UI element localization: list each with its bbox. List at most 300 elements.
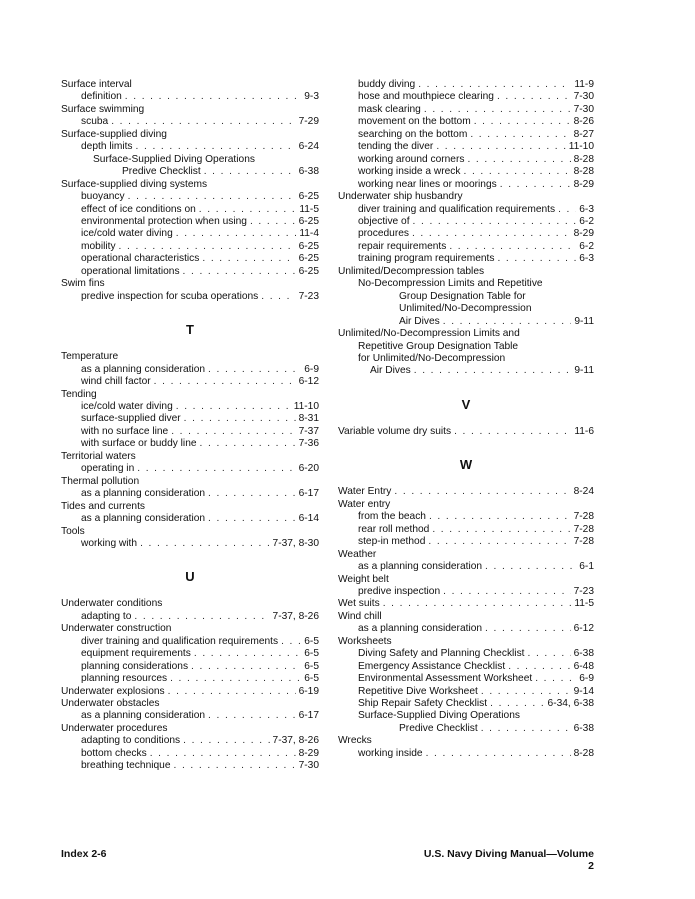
index-subentry (61, 488, 319, 500)
entry-term: Air Dives (399, 315, 440, 327)
dot-leader (170, 673, 301, 685)
index-entry (61, 723, 319, 735)
entry-term: Surface-supplied diving systems (61, 178, 208, 190)
dot-leader (429, 511, 571, 523)
entry-page-ref: 7-37, 8-26 (272, 735, 319, 747)
index-subentry (338, 511, 594, 523)
index-subentry (338, 661, 594, 673)
entry-page-ref: 7-37, 8-30 (272, 537, 319, 549)
entry-term: Surface-Supplied Diving Operations (358, 710, 520, 722)
dot-leader (171, 426, 295, 438)
entry-term: scuba (81, 116, 109, 128)
index-subentry (61, 376, 319, 388)
entry-page-ref: 7-30 (298, 760, 319, 772)
index-entry (61, 129, 319, 141)
entry-page-ref: 6-5 (304, 648, 319, 660)
index-entry (61, 451, 319, 463)
index-subentry (61, 636, 319, 648)
entry-page-ref: 8-24 (573, 486, 594, 498)
index-subentry (61, 204, 319, 216)
dot-leader (467, 154, 570, 166)
index-subentry (61, 413, 319, 425)
entry-term: Group Designation Table for (399, 290, 526, 302)
entry-page-ref: 11-9 (574, 79, 594, 90)
index-subentry (338, 303, 594, 315)
index-subentry (338, 723, 594, 735)
entry-term: working with (81, 537, 138, 549)
section-letter-heading: W (459, 457, 473, 473)
entry-term: Air Dives (370, 365, 411, 377)
index-entry (338, 266, 594, 278)
entry-term: Tending (61, 388, 97, 400)
entry-term: Swim fins (61, 278, 105, 290)
index-subentry (61, 116, 319, 128)
entry-page-ref: 7-37 (298, 425, 319, 437)
dot-leader (134, 611, 269, 623)
entry-page-ref: 6-25 (298, 265, 319, 277)
entry-term: Underwater obstacles (61, 698, 160, 710)
index-subentry (338, 316, 594, 328)
dot-leader (128, 191, 296, 203)
entry-page-ref: 6-38 (298, 166, 319, 178)
dot-leader (432, 524, 570, 536)
index-subentry (61, 438, 319, 450)
index-subentry (61, 513, 319, 525)
entry-term: mobility (81, 240, 116, 252)
dot-leader (497, 91, 571, 103)
dot-leader (443, 586, 570, 598)
entry-page-ref: 7-28 (573, 511, 594, 523)
dot-leader (454, 426, 571, 438)
entry-term: No-Decompression Limits and Repetitive (358, 278, 543, 290)
entry-term: operational limitations (81, 265, 180, 277)
entry-term: depth limits (81, 141, 133, 153)
index-subentry (338, 673, 594, 685)
entry-page-ref: 6-1 (579, 561, 594, 573)
index-subentry (61, 611, 319, 623)
dot-leader (200, 438, 296, 450)
index-subentry (338, 341, 594, 353)
index-subentry (338, 524, 594, 536)
entry-term: as a planning consideration (81, 513, 206, 525)
index-subentry (61, 710, 319, 722)
entry-page-ref: 6-24 (298, 141, 319, 153)
entry-term: Weight belt (338, 573, 389, 585)
index-subentry (61, 426, 319, 438)
dot-leader (394, 486, 570, 498)
index-column-body (61, 79, 319, 773)
index-subentry (61, 291, 319, 303)
dot-leader (208, 364, 301, 376)
entry-term: working inside a wreck (358, 166, 461, 178)
entry-page-ref: 6-25 (298, 215, 319, 227)
index-subentry (338, 648, 594, 660)
entry-term: Underwater construction (61, 623, 172, 635)
entry-term: for Unlimited/No-Decompression (358, 352, 506, 364)
index-entry (61, 79, 319, 91)
index-subentry (338, 353, 594, 365)
dot-leader (428, 536, 570, 548)
entry-term: ice/cold water diving (81, 400, 173, 412)
entry-term: equipment requirements (81, 648, 191, 660)
entry-term: breathing technique (81, 760, 171, 772)
entry-page-ref: 8-28 (573, 153, 594, 165)
entry-term: Emergency Assistance Checklist (358, 660, 506, 672)
entry-term: Weather (338, 548, 377, 560)
entry-page-ref: 7-28 (573, 536, 594, 548)
index-entry (61, 104, 319, 116)
dot-leader (150, 748, 296, 760)
entry-page-ref: 9-3 (304, 91, 319, 103)
entry-term: as a planning consideration (358, 561, 483, 573)
entry-term: Unlimited/No-Decompression (399, 303, 532, 315)
dot-leader (485, 561, 576, 573)
dot-leader (183, 735, 269, 747)
entry-term: diver training and qualification requirements (358, 203, 556, 215)
index-entry (338, 636, 594, 648)
entry-term: buoyancy (81, 191, 125, 203)
footer-page-label: Index 2-6 (61, 848, 107, 860)
entry-term: as a planning consideration (81, 363, 206, 375)
dot-leader (470, 129, 570, 141)
entry-page-ref: 6-17 (298, 488, 319, 500)
entry-term: as a planning consideration (358, 623, 483, 635)
entry-term: environmental protection when using (81, 215, 247, 227)
entry-term: operational characteristics (81, 253, 200, 265)
entry-term: from the beach (358, 511, 426, 523)
index-subentry (61, 241, 319, 253)
entry-page-ref: 6-9 (304, 363, 319, 375)
entry-term: Water entry (338, 498, 391, 510)
entry-page-ref: 6-20 (298, 463, 319, 475)
entry-term: adapting to conditions (81, 735, 181, 747)
entry-page-ref: 11-5 (574, 598, 594, 610)
entry-term: Wrecks (338, 735, 372, 747)
index-column-left (61, 79, 319, 773)
dot-leader (176, 401, 291, 413)
index-subentry (338, 116, 594, 128)
dot-leader (528, 648, 571, 660)
index-subentry (338, 241, 594, 253)
dot-leader (500, 179, 571, 191)
dot-leader (176, 228, 297, 240)
index-subentry (338, 216, 594, 228)
entry-term: bottom checks (81, 747, 147, 759)
index-subentry (61, 673, 319, 685)
index-subentry (338, 104, 594, 116)
index-subentry (61, 760, 319, 772)
entry-term: Diving Safety and Planning Checklist (358, 648, 525, 660)
entry-term: Repetitive Dive Worksheet (358, 685, 478, 697)
index-entry (338, 611, 594, 623)
index-entry (338, 549, 594, 561)
entry-page-ref: 8-26 (573, 116, 594, 128)
entry-term: Temperature (61, 351, 119, 363)
entry-term: Water Entry (338, 486, 392, 498)
entry-page-ref: 7-30 (573, 103, 594, 115)
entry-term: predive inspection (358, 585, 441, 597)
entry-page-ref: 6-38 (573, 722, 594, 734)
entry-term: ice/cold water diving (81, 228, 173, 240)
entry-term: working inside (358, 747, 423, 759)
index-subentry (61, 364, 319, 376)
dot-leader (418, 79, 571, 91)
dot-leader (485, 623, 571, 635)
index-entry (338, 499, 594, 511)
entry-term: with no surface line (81, 425, 169, 437)
dot-leader (412, 228, 571, 240)
entry-term: movement on the bottom (358, 116, 471, 128)
dot-leader (208, 488, 296, 500)
index-entry (61, 476, 319, 488)
entry-page-ref: 6-25 (298, 191, 319, 203)
dot-leader (558, 204, 576, 216)
index-subentry (338, 253, 594, 265)
dot-leader (474, 116, 571, 128)
index-column-right (338, 79, 594, 760)
entry-page-ref: 11-4 (299, 228, 319, 240)
entry-page-ref: 6-9 (579, 673, 594, 685)
index-subentry (61, 401, 319, 413)
entry-term: Surface interval (61, 79, 132, 90)
index-entry (338, 328, 594, 340)
entry-term: Repetitive Group Designation Table (358, 340, 519, 352)
index-subentry (61, 648, 319, 660)
index-entry (338, 598, 594, 610)
entry-page-ref: 6-5 (304, 673, 319, 685)
dot-leader (136, 141, 296, 153)
index-entry (61, 623, 319, 635)
entry-page-ref: 11-10 (568, 141, 594, 153)
index-subentry (61, 266, 319, 278)
entry-term: objective of (358, 215, 410, 227)
entry-term: Territorial waters (61, 450, 136, 462)
index-entry (61, 351, 319, 363)
index-subentry (338, 278, 594, 290)
entry-term: Variable volume dry suits (338, 425, 452, 437)
entry-page-ref: 8-29 (573, 228, 594, 240)
entry-page-ref: 6-5 (304, 635, 319, 647)
entry-term: Surface-Supplied Diving Operations (93, 153, 255, 165)
entry-page-ref: 6-34, 6-38 (547, 698, 594, 710)
index-subentry (338, 91, 594, 103)
entry-page-ref: 11-10 (293, 400, 319, 412)
index-entry (61, 526, 319, 538)
index-subentry (61, 166, 319, 178)
index-subentry (338, 166, 594, 178)
entry-page-ref: 6-3 (579, 203, 594, 215)
entry-term: working around corners (358, 153, 465, 165)
entry-term: as a planning consideration (81, 710, 206, 722)
dot-leader (481, 723, 571, 735)
index-entry (61, 278, 319, 290)
dot-leader (111, 116, 295, 128)
dot-leader (281, 636, 301, 648)
entry-page-ref: 7-37, 8-26 (272, 610, 319, 622)
entry-page-ref: 11-5 (299, 203, 319, 215)
entry-page-ref: 6-25 (298, 240, 319, 252)
entry-term: searching on the bottom (358, 128, 468, 140)
index-entry (61, 686, 319, 698)
dot-leader (261, 291, 295, 303)
dot-leader (174, 760, 296, 772)
index-subentry (61, 661, 319, 673)
entry-term: Environmental Assessment Worksheet (358, 673, 533, 685)
dot-leader (194, 648, 301, 660)
dot-leader (137, 463, 295, 475)
entry-term: procedures (358, 228, 409, 240)
entry-term: Surface swimming (61, 103, 145, 115)
dot-leader (497, 253, 576, 265)
dot-leader (183, 266, 296, 278)
entry-term: Tools (61, 525, 85, 537)
entry-page-ref: 7-29 (298, 116, 319, 128)
entry-term: surface-supplied diver (81, 413, 181, 425)
index-subentry (61, 538, 319, 550)
entry-page-ref: 7-30 (573, 91, 594, 103)
index-subentry (61, 216, 319, 228)
index-subentry (338, 204, 594, 216)
entry-page-ref: 8-29 (298, 747, 319, 759)
entry-term: Worksheets (338, 635, 392, 647)
entry-term: Unlimited/No-Decompression Limits and (338, 328, 520, 340)
dot-leader (449, 241, 576, 253)
dot-leader (508, 661, 570, 673)
dot-leader (414, 365, 572, 377)
index-entry (338, 574, 594, 586)
index-subentry (61, 735, 319, 747)
index-subentry (338, 141, 594, 153)
section-letter-heading: T (186, 322, 194, 338)
index-subentry (61, 253, 319, 265)
dot-leader (535, 673, 576, 685)
index-subentry (338, 129, 594, 141)
index-subentry (338, 710, 594, 722)
index-subentry (338, 179, 594, 191)
entry-page-ref: 6-12 (573, 623, 594, 635)
entry-term: Underwater conditions (61, 598, 163, 610)
index-entry (338, 735, 594, 747)
entry-term: as a planning consideration (81, 488, 206, 500)
entry-term: adapting to (81, 610, 132, 622)
index-entry (61, 698, 319, 710)
index-subentry (61, 228, 319, 240)
index-subentry (338, 291, 594, 303)
entry-term: training program requirements (358, 253, 495, 265)
entry-page-ref: 7-23 (298, 290, 319, 302)
index-subentry (338, 748, 594, 760)
entry-page-ref: 6-19 (298, 685, 319, 697)
dot-leader (490, 698, 544, 710)
index-subentry (61, 154, 319, 166)
entry-term: predive inspection for scuba operations (81, 290, 259, 302)
dot-leader (125, 91, 301, 103)
entry-page-ref: 6-2 (579, 215, 594, 227)
entry-term: Underwater explosions (61, 685, 165, 697)
dot-leader (191, 661, 301, 673)
entry-term: operating in (81, 463, 135, 475)
dot-leader (208, 710, 296, 722)
entry-term: Unlimited/Decompression tables (338, 265, 485, 277)
index-entry (61, 179, 319, 191)
entry-term: definition (81, 91, 122, 103)
entry-page-ref: 6-48 (573, 660, 594, 672)
index-subentry (61, 748, 319, 760)
dot-leader (426, 748, 571, 760)
index-subentry (338, 623, 594, 635)
entry-term: tending the diver (358, 141, 434, 153)
entry-page-ref: 8-27 (573, 128, 594, 140)
index-entry (61, 598, 319, 610)
entry-page-ref: 9-11 (574, 365, 594, 377)
index-column-body (338, 79, 594, 760)
entry-term: planning resources (81, 673, 168, 685)
entry-term: repair requirements (358, 240, 447, 252)
footer-manual-title: U.S. Navy Diving Manual—Volume 2 (423, 848, 594, 872)
entry-page-ref: 9-11 (574, 315, 594, 327)
entry-page-ref: 6-14 (298, 513, 319, 525)
entry-page-ref: 8-28 (573, 166, 594, 178)
section-letter-heading: U (185, 569, 195, 585)
entry-term: mask clearing (358, 103, 421, 115)
entry-term: Wind chill (338, 610, 382, 622)
entry-page-ref: 8-31 (298, 413, 319, 425)
entry-page-ref: 6-2 (579, 240, 594, 252)
entry-term: buddy diving (358, 79, 416, 90)
dot-leader (184, 413, 296, 425)
dot-leader (463, 166, 570, 178)
index-subentry (338, 79, 594, 91)
entry-term: Surface-supplied diving (61, 128, 167, 140)
entry-page-ref: 6-25 (298, 253, 319, 265)
entry-page-ref: 6-3 (579, 253, 594, 265)
entry-term: with surface or buddy line (81, 438, 197, 450)
entry-page-ref: 9-14 (573, 685, 594, 697)
index-entry (338, 426, 594, 438)
index-subentry (61, 463, 319, 475)
entry-page-ref: 6-38 (573, 648, 594, 660)
index-subentry (338, 686, 594, 698)
index-entry (61, 389, 319, 401)
index-subentry (338, 536, 594, 548)
entry-term: Tides and currents (61, 500, 145, 512)
entry-page-ref: 8-29 (573, 178, 594, 190)
entry-term: working near lines or moorings (358, 178, 497, 190)
index-subentry (338, 698, 594, 710)
entry-page-ref: 6-12 (298, 376, 319, 388)
dot-leader (154, 376, 296, 388)
entry-page-ref: 7-36 (298, 438, 319, 450)
dot-leader (168, 686, 296, 698)
entry-term: Thermal pollution (61, 475, 140, 487)
entry-page-ref: 8-28 (573, 747, 594, 759)
entry-term: Underwater ship husbandry (338, 191, 463, 203)
entry-term: step-in method (358, 536, 426, 548)
entry-term: Predive Checklist (399, 722, 478, 734)
entry-page-ref: 11-6 (574, 425, 594, 437)
index-subentry (338, 154, 594, 166)
index-subentry (61, 191, 319, 203)
index-subentry (338, 365, 594, 377)
entry-term: effect of ice conditions on (81, 203, 196, 215)
entry-term: diver training and qualification requirements (81, 635, 279, 647)
entry-page-ref: 7-23 (573, 585, 594, 597)
index-subentry (338, 228, 594, 240)
entry-term: planning considerations (81, 660, 189, 672)
dot-leader (202, 253, 295, 265)
entry-term: hose and mouthpiece clearing (358, 91, 494, 103)
entry-page-ref: 6-5 (304, 660, 319, 672)
